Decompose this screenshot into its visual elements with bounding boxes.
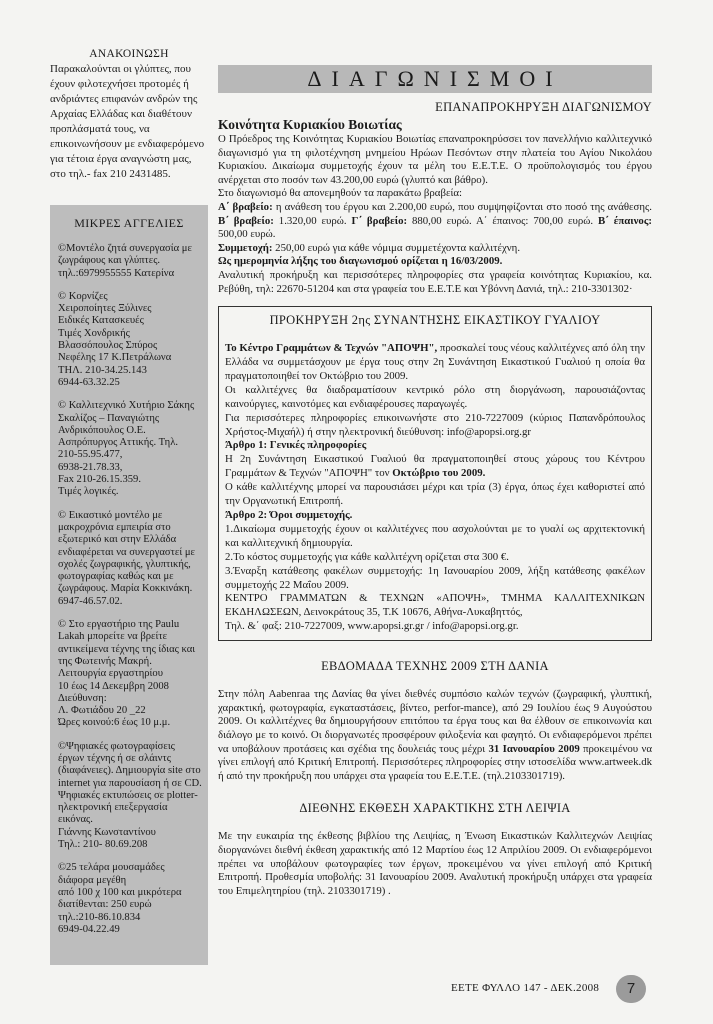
leipzig-text: Με την ευκαιρία της έκθεσης βιβλίου της Λειψίας, η Ένωση Εικαστικών Καλλιτεχνών Λειψίας διοργανώνει διεθνή έκθεση χαρακτικής από 12 Μαρτίου έως 12 Απριλίου 2009. Οι ενδιαφερόμενοι πρέπει να υποβάλουν φωτογραφίες των έργων, προκειμένου να γίνει επιλογή από Κριτική Επιτροπή. Προθεσμία υποβολής: 31 Ιανουαρίου 2009. Αναλυτική προκήρυξη υπάρχει στα γραφεία του Επιμελητηρίου (τηλ. 2103301719) . <box>218 830 652 897</box>
second-commendation-text: 500,00 ευρώ. <box>218 228 276 241</box>
classified-ad-line: 10 έως 14 Δεκεμβρη 2008 <box>58 680 169 692</box>
classified-ad-line: ©Μοντέλο ζητά συνεργασία με ζωγράφους και γλύπτες. τηλ.:6979955555 Κατερίνα <box>58 243 192 279</box>
reannouncement-heading: ΕΠΑΝΑΠΡΟΚΗΡΥΞΗ ΔΙΑΓΩΝΙΣΜΟΥ <box>435 100 652 114</box>
leipzig-title: ΔΙΕΘΝΗΣ ΕΚΘΕΣΗ ΧΑΡΑΚΤΙΚΗΣ ΣΤΗ ΛΕΙΨΙΑ <box>299 801 571 816</box>
competitions-banner: ΔΙΑΓΩΝΙΣΜΟΙ <box>218 65 652 93</box>
article-1-text <box>225 453 645 481</box>
denmark-text <box>218 688 652 783</box>
glass-intro-text: προσκαλεί τους νέους καλλιτέχνες από όλη την Ελλάδα να συμμετάσχουν με έργα τους στην 2η Συνάντηση Εικαστικού Γυαλιού η οποία θα πραγματοποιηθεί τον Οκτώβριο του 2009. <box>225 342 645 382</box>
second-prize-text: 1.320,00 ευρώ. <box>273 214 352 227</box>
competition-prizes-intro: Στο διαγωνισμό θα απονεμηθούν τα παρακάτω βραβεία: <box>218 187 463 200</box>
classified-ad-line: Γιάννης Κωνσταντίνου <box>58 826 156 838</box>
denmark-deadline: 31 Ιανουαρίου 2009 <box>488 742 580 755</box>
classified-ad-line: από 100 χ 100 και μικρότερα διατίθενται: 250 ευρώ <box>58 886 182 911</box>
classified-ad-line: Χειροποίητες Ξύλινες <box>58 303 152 315</box>
article-2-title <box>225 509 645 523</box>
classified-ad-line: 6938-21.78.33, <box>58 461 123 473</box>
denmark-text-a: Στην πόλη Aabenraa της Δανίας θα γίνει διεθνές συμπόσιο καλών τεχνών (ζωγραφική, γλυπτική, χαρακτική, φωτογραφία, εγκαταστάσεις, βίντεο, perfor-mance), από 29 Ιουλίου έως 9 Αυγούστου 2009. Οι καλλιτέχνες θα δημιουργήσουν επιτόπου τα έργα τους και θα έλθουν σε επικοινωνία και διάλογο με το κοινό. Οι διοργανωτές προσφέρουν φιλοξενία και φαγητό. Οι ενδιαφερόμενοι πρέπει να υποβάλουν προτάσεις και σχέδια της δουλειάς τους μέχρι <box>218 688 652 755</box>
second-prize-label: Β΄ βραβείο: <box>218 214 274 227</box>
article-2-item-3: 3.Έναρξη κατάθεσης φακέλων συμμετοχής: 1η Ιανουαρίου 2009, λήξη κατάθεσης φακέλων συμμετοχής 22 Μαΐου 2009. <box>225 564 645 591</box>
classified-ad-line: Τιμές Χονδρικής <box>58 327 130 339</box>
classified-ads-panel <box>50 205 208 965</box>
classified-ads-title: ΜΙΚΡΕΣ ΑΓΓΕΛΙΕΣ <box>74 216 184 230</box>
article-1-date: Οκτώβριο του 2009. <box>392 467 486 480</box>
article-1-title <box>225 439 645 453</box>
classified-ad-line: © Καλλιτεχνικό Χυτήριο Σάκης Σκαλίζος – Παναγιώτης Ανδρικόπουλος Ο.Ε. <box>58 400 195 436</box>
classified-ad-line: Τηλ.: 210- 80.69.208 <box>58 839 148 851</box>
classified-ad <box>58 243 202 280</box>
classified-ad-line: 6944-63.32.25 <box>58 376 120 388</box>
classified-ad-line: ΤΗΛ. 210-34.25.143 <box>58 364 147 376</box>
third-prize-text: 880,00 ευρώ. Α΄ έπαινος: 700,00 ευρώ. <box>407 214 598 227</box>
competition-prizes <box>218 201 652 242</box>
community-heading: Κοινότητα Κυριακίου Βοιωτίας <box>218 117 402 132</box>
classified-ad-line: Διεύθυνση: <box>58 692 107 704</box>
classified-ads-list <box>50 243 208 936</box>
glass-intro <box>225 342 645 384</box>
participation-text: 250,00 ευρώ για κάθε νόμιμα συμμετέχοντα καλλιτέχνη. <box>272 241 521 254</box>
competition-contact: Αναλυτική προκήρυξη και περισσότερες πληροφορίες στα γραφεία κοινότητας Κυριακίου, κα. Ρεβύθη, τηλ: 22670-51204 και στα γραφεία του Ε.Ε.Τ.Ε και Υβόννη Δανιά, τηλ.: 210-3301302· <box>218 268 652 295</box>
article-1-title-text: Άρθρο 1: Γενικές πληροφορίες <box>225 439 367 452</box>
glass-meeting-title: ΠΡΟΚΗΡΥΞΗ 2ης ΣΥΝΑΝΤΗΣΗΣ ΕΙΚΑΣΤΙΚΟΥ ΓΥΑΛΙΟΥ <box>269 313 601 328</box>
classified-ad-line: Λ. Φωτιάδου 20 _22 <box>58 705 146 717</box>
participation-label: Συμμετοχή: <box>218 241 273 254</box>
glass-meeting-box <box>218 306 652 641</box>
first-prize-text: η ανάθεση του έργου και 2.200,00 ευρώ, που συμψηφίζονται στο ποσό της ανάθεσης. <box>272 200 652 213</box>
competition-intro: Ο Πρόεδρος της Κοινότητας Κυριακίου Βοιωτίας επαναπροκηρύσσει τον πανελλήνιο καλλιτεχνικό διαγωνισμό για τη φιλοτέχνηση μνημείου Ηρώων Πεσόντων στην πλατεία του Αγίου Νικολάου Κυριακίου. Δικαίωμα συμμετοχής έχουν τα μέλη του Ε.Ε.Τ.Ε. Ο προϋπολογισμός του έργου ανέρχεται στο ποσόν των 43.200,00 ευρώ (γλυπτό και βάθρο). <box>218 133 652 186</box>
classified-ad-line: 210-55.95.477, <box>58 449 123 461</box>
article-1-works: Ο κάθε καλλιτέχνης μπορεί να παρουσιάσει μέχρι και τρία (3) έργα, όπως έχει καθοριστεί από την Οργανωτική Επιτροπή. <box>225 481 645 508</box>
classified-ad <box>58 510 202 608</box>
denmark-text-c: προκειμένου να γίνει επιλογή από Κριτική Επιτροπή. Περισσότερες πληροφορίες στην ιστοσελίδα www.artweek.dk ή από την προκήρυξη που υπάρχει στα γραφεία του Ε.Ε.Τ.Ε. (τηλ.2103301719). <box>218 742 652 782</box>
classified-ad-line: Ασπρόπυργος Αττικής. Τηλ. <box>58 437 179 449</box>
glass-organizer: Το Κέντρο Γραμμάτων & Τεχνών "ΑΠΟΨΗ", <box>225 342 438 355</box>
notice-section <box>50 48 208 182</box>
classified-ad <box>58 400 202 498</box>
second-commendation-label: Β΄ έπαινος: <box>597 214 652 227</box>
footer-issue: ΕΕΤΕ ΦΥΛΛΟ 147 - ΔΕΚ.2008 <box>451 982 600 994</box>
classified-ad-line: ©Ψηφιακές φωτογραφίσεις έργων τέχνης ή σε σλάιντς (διαφάνειες). Δημιουργία site στο internet για παρουσίαση ή σε CD. Ψηφιακές εκτυπώσεις σε plotter- ηλεκτρονική επεξεργασία εικόνας. <box>58 740 202 826</box>
glass-role-text: Οι καλλιτέχνες θα διαδραματίσουν κεντρικό ρόλο στη διοργάνωση, παρουσιάζοντας καινούργιες, καινοτόμες και ενδιαφέρουσες παραγωγές. <box>225 383 645 410</box>
classified-ad-line: 6949-04.22.49 <box>58 923 120 935</box>
classified-ad-line: Νεφέλης 17 Κ.Πετράλωνα <box>58 352 172 364</box>
article-2-item-2: 2.Το κόστος συμμετοχής για κάθε καλλιτέχνη ορίζεται στα 300 €. <box>225 550 509 563</box>
glass-phone: Τηλ. &΄ φαξ: 210-7227009, www.apopsi.gr.gr / info@apopsi.org.gr. <box>225 620 519 633</box>
competition-deadline <box>218 255 652 269</box>
classified-ad-line: τηλ.:210-86.10.834 <box>58 911 141 923</box>
third-prize-label: Γ΄ βραβείο: <box>351 214 408 227</box>
first-prize-label: Α΄ βραβείο: <box>218 200 273 213</box>
denmark-title: ΕΒΔΟΜΑΔΑ ΤΕΧΝΗΣ 2009 ΣΤΗ ΔΑΝΙΑ <box>321 659 549 674</box>
classified-ad-line: © Κορνίζες <box>58 290 108 302</box>
classified-ad <box>58 741 202 852</box>
article-2-title-text: Άρθρο 2: Όροι συμμετοχής. <box>225 509 353 521</box>
classified-ad-line: Ώρες κοινού:6 έως 10 μ.μ. <box>58 717 171 729</box>
classified-ad <box>58 291 202 389</box>
classified-ad-line: Λειτουργία εργαστηρίου <box>58 668 163 680</box>
main-column <box>218 48 652 898</box>
article-1-text-a: Η 2η Συνάντηση Εικαστικού Γυαλιού θα πραγματοποιηθεί στους χώρους του Κέντρου Γραμμάτων & Τεχνών "ΑΠΟΨΗ" τον <box>225 453 645 480</box>
notice-title: ΑΝΑΚΟΙΝΩΣΗ <box>89 48 169 60</box>
classified-ad <box>58 619 202 730</box>
classified-ad-line: Βλασσόπουλος Σπύρος <box>58 340 158 352</box>
competition-participation <box>218 242 652 256</box>
classified-ad-line: Τιμές λογικές. <box>58 486 119 498</box>
classified-ad-line: 6947-46.57.02. <box>58 595 123 607</box>
classified-ad-line: Fax 210-26.15.359. <box>58 474 141 486</box>
classified-ad-line: © Στο εργαστήριο της Paulu Lakah μπορείτε να βρείτε αντικείμενα τέχνης της ίδιας και της Φωτεινής Μακρή. <box>58 619 196 667</box>
glass-address: ΚΕΝΤΡΟ ΓΡΑΜΜΑΤΩΝ & ΤΕΧΝΩΝ «ΑΠΟΨΗ», ΤΜΗΜΑ ΚΑΛΛΙΤΕΧΝΙΚΩΝ ΕΚΔΗΛΩΣΕΩΝ, Δεινοκράτους 35, Τ.Κ 10676, Αθήνα-Λυκαβηττός, <box>225 592 645 619</box>
classified-ad <box>58 862 202 936</box>
notice-text: Παρακαλούνται οι γλύπτες, που έχουν φιλοτεχνήσει προτομές ή ανδριάντες επιφανών ανδρών της Αρχαίας Ελλάδας και διαθέτουν προπλάσματά τους, να επικοινωνήσουν με ενδιαφερόμενο για τέτοια έργα αναγνώστη μας, στο τηλ.- fax 210 2431485. <box>50 63 205 180</box>
glass-contact-text: Για περισσότερες πληροφορίες επικοινωνήστε στο 210-7227009 (κύριος Παπανδρόπουλος Χρήστος-Μιχαήλ) ή στην ηλεκτρονική διεύθυνση: info@apopsi.org.gr <box>225 411 645 438</box>
classified-ad-line: ©25 τελάρα μουσαμάδες διάφορα μεγέθη <box>58 862 165 886</box>
article-2-item-1: 1.Δικαίωμα συμμετοχής έχουν οι καλλιτέχνες που ασχολούνται με το γυαλί ως αρχιτεκτονική και καλλιτεχνική δημιουργία. <box>225 522 645 549</box>
classified-ad-line: Ειδικές Κατασκευές <box>58 315 144 327</box>
classified-ad-line: © Εικαστικό μοντέλο με μακροχρόνια εμπειρία στο εξωτερικό και στην Ελλάδα ενδιαφέρεται να συνεργαστεί με σχολές ζωγραφικής, γλυπτικής, φωτογραφίας καθώς και με ζωγράφους. Μαρία Κοκκινάκη. <box>58 509 195 595</box>
page-number-badge: 7 <box>616 975 646 1003</box>
deadline-text: Ως ημερομηνία λήξης του διαγωνισμού ορίζεται η 16/03/2009. <box>218 255 503 268</box>
